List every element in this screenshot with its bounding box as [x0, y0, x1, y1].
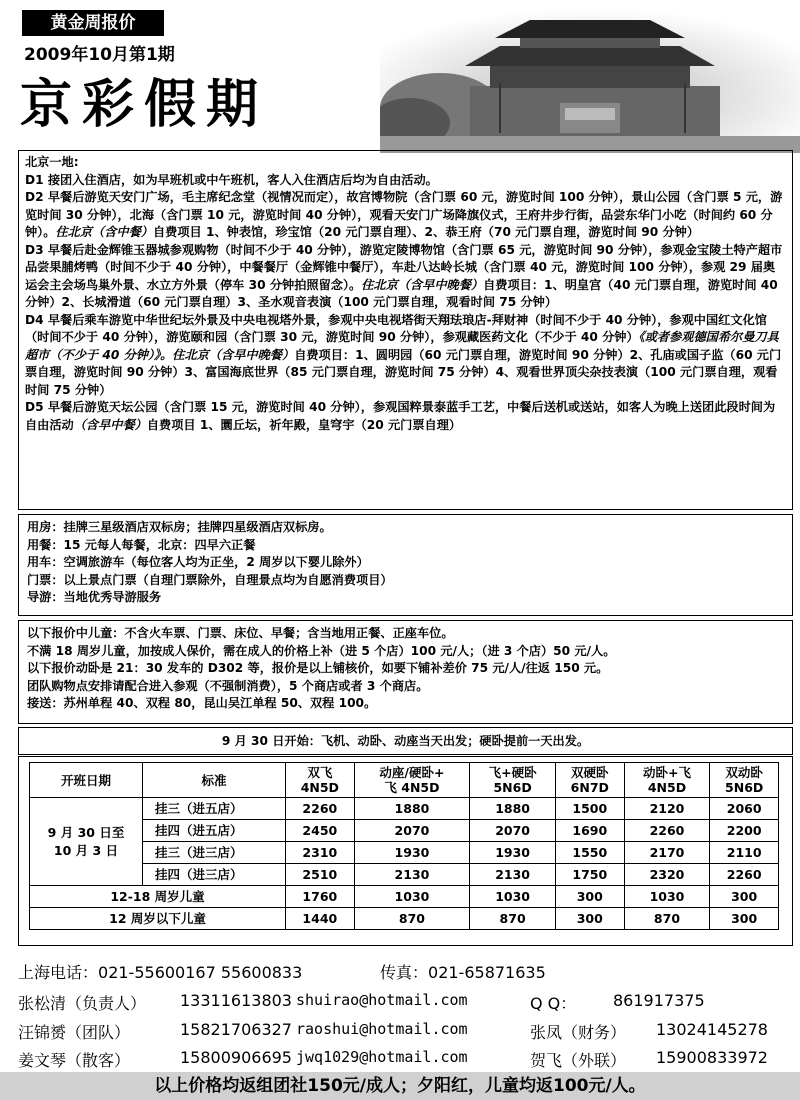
standard-cell: 挂三（进三店） [143, 842, 286, 864]
price-cell: 1030 [624, 886, 710, 908]
table-row [30, 820, 779, 842]
price-cell: 1930 [470, 842, 556, 864]
services-box [18, 514, 793, 616]
price-cell: 2510 [286, 864, 355, 886]
issue-date: 2009年10月第1期 [24, 45, 175, 65]
price-cell: 2120 [624, 798, 710, 820]
price-cell: 2260 [286, 798, 355, 820]
price-cell: 870 [354, 908, 470, 930]
fax-number: 021-65871635 [428, 963, 546, 982]
footer-note: 以上价格均返组团社150元/成人；夕阳红，儿童均返100元/人。 [0, 1072, 800, 1100]
table-header: 动座/硬卧+ 飞 4N5D [354, 763, 470, 798]
price-cell: 2170 [624, 842, 710, 864]
notes-box [18, 620, 793, 724]
price-cell: 300 [555, 886, 624, 908]
service-item: 用餐：15 元每人每餐，北京：四早六正餐 [27, 537, 256, 552]
price-cell: 1930 [354, 842, 470, 864]
table-header: 双硬卧 6N7D [555, 763, 624, 798]
price-cell: 1440 [286, 908, 355, 930]
child-category-cell: 12-18 周岁儿童 [30, 886, 286, 908]
price-cell: 1760 [286, 886, 355, 908]
contact-email[interactable]: shuirao@hotmail.com [296, 991, 468, 1009]
table-row [30, 842, 779, 864]
price-cell: 2310 [286, 842, 355, 864]
note-item: 接送：苏州单程 40、双程 80，昆山吴江单程 50、双程 100。 [27, 696, 377, 710]
contact-person-row [18, 991, 705, 1014]
itinerary-box [18, 150, 793, 510]
standard-cell: 挂四（进三店） [143, 864, 286, 886]
price-cell: 870 [470, 908, 556, 930]
price-cell: 2320 [624, 864, 710, 886]
note-item: 团队购物点安排请配合进入参观（不强制消费），5 个商店或者 3 个商店。 [27, 678, 429, 693]
itinerary-day4: D4 早餐后乘车游览中华世纪坛外景及中央电视塔外景，参观中央电视塔街天翔珐琅店-拜财神（时间不少于 40 分钟），参观中国红文化馆（时间不少于 40 分钟），游览颐和园（含门票 30 元，游览时间 90 分钟），参观藏医药文化（不少于 40 分钟）《或者参观德国希尔曼刀具超市（不少于 40 分钟）》。住北京（含早中晚餐）自费项目：1、圆明园（60 元门票自理，游览时间 90 分钟）2、孔庙或国子监（60 元门票自理，游览时间 90 分钟）3、富国海底世界（85 元门票自理，游览时间 75 分钟）4、观看世界顶尖杂技表演（100 元门票自理，观看时间 75 分钟） [25, 312, 782, 397]
itinerary-day5: D5 早餐后游览天坛公园（含门票 15 元，游览时间 40 分钟），参观国粹景泰蓝手工艺，中餐后送机或送站，如客人为晚上送团此段时间为自由活动（含早中餐）自费项目 1、圜丘坛，祈年殿，皇穹宇（20 元门票自理） [25, 400, 776, 432]
contact-other: 13024145278 [656, 1020, 768, 1039]
itinerary-day1: D1 接团入住酒店，如为早班机或中午班机，客人入住酒店后均为自由活动。 [25, 172, 438, 187]
contact-email[interactable]: raoshui@hotmail.com [296, 1020, 468, 1038]
service-item: 导游：当地优秀导游服务 [27, 590, 162, 604]
phone-label: 上海电话： [18, 963, 99, 982]
price-cell: 1880 [470, 798, 556, 820]
contact-other: 15900833972 [656, 1048, 768, 1067]
table-header: 双动卧 5N6D [710, 763, 779, 798]
price-cell: 2130 [354, 864, 470, 886]
price-cell: 2070 [470, 820, 556, 842]
price-cell: 2070 [354, 820, 470, 842]
price-cell: 870 [624, 908, 710, 930]
child-category-cell: 12 周岁以下儿童 [30, 908, 286, 930]
standard-cell: 挂三（进五店） [143, 798, 286, 820]
price-cell: 2110 [710, 842, 779, 864]
price-table-box [18, 756, 793, 946]
contact-name: 张松清（负责人） [18, 994, 147, 1013]
price-cell: 1030 [354, 886, 470, 908]
price-cell: 1880 [354, 798, 470, 820]
contact-other: 861917375 [613, 991, 705, 1010]
price-cell: 2200 [710, 820, 779, 842]
page-title: 京彩假期 [20, 74, 269, 135]
departure-note: 9 月 30 日开始：飞机、动卧、动座当天出发；硬卧提前一天出发。 [18, 727, 793, 755]
table-row [30, 864, 779, 886]
service-item: 用房：挂牌三星级酒店双标房；挂牌四星级酒店双标房。 [27, 520, 332, 534]
contact-email[interactable]: jwq1029@hotmail.com [296, 1048, 468, 1066]
price-cell: 2450 [286, 820, 355, 842]
table-row [30, 798, 779, 820]
note-item: 以下报价动卧是 21：30 发车的 D302 等，报价是以上铺核价，如要下铺补差价 75 元/人/往返 150 元。 [27, 661, 609, 675]
fax-label: 传真： [380, 963, 429, 982]
service-item: 门票：以上景点门票（自理门票除外，自理景点均为自愿消费项目） [27, 572, 393, 587]
price-cell: 1690 [555, 820, 624, 842]
price-cell: 1030 [470, 886, 556, 908]
table-row [30, 908, 779, 930]
price-cell: 1500 [555, 798, 624, 820]
header [0, 0, 800, 150]
tiananmen-image [380, 8, 800, 153]
contact-other-label: Q Q： [530, 994, 577, 1013]
contact-person-row [18, 1048, 768, 1071]
itinerary-day2: D2 早餐后游览天安门广场，毛主席纪念堂（视情况而定），故宫博物院（含门票 60 元，游览时间 100 分钟），景山公园（含门票 5 元，游览时间 30 分钟），北海（含门票 10 元，游览时间 40 分钟），观看天安门广场降旗仪式，王府井步行街，品尝东华门小吃（时间约 60 分钟）。住北京（含中餐）自费项目 1、钟表馆，珍宝馆（20 元门票自理）、2、恭王府（70 元门票自理，游览时间 90 分钟） [25, 190, 783, 239]
standard-cell: 挂四（进五店） [143, 820, 286, 842]
table-header-row [30, 763, 779, 798]
table-header: 开班日期 [30, 763, 143, 798]
note-item: 以下报价中儿童：不含火车票、门票、床位、早餐；含当地用正餐、正座车位。 [27, 626, 454, 640]
contact-name: 姜文琴（散客） [18, 1051, 131, 1070]
price-cell: 2260 [624, 820, 710, 842]
contact-tel: 13311613803 [180, 991, 292, 1010]
table-header: 双飞 4N5D [286, 763, 355, 798]
phone-number: 021-55600167 55600833 [98, 963, 303, 982]
price-cell: 300 [710, 886, 779, 908]
price-cell: 1550 [555, 842, 624, 864]
contact-name: 汪锦赟（团队） [18, 1023, 131, 1042]
price-cell: 2260 [710, 864, 779, 886]
note-item: 不满 18 周岁儿童，加按成人保价，需在成人的价格上补（进 5 个店）100 元/人；（进 3 个店）50 元/人。 [27, 643, 616, 658]
contact-tel: 15800906695 [180, 1048, 292, 1067]
price-cell: 2060 [710, 798, 779, 820]
price-cell: 300 [710, 908, 779, 930]
contact-phone-row [18, 960, 546, 983]
table-row [30, 886, 779, 908]
price-cell: 300 [555, 908, 624, 930]
date-range-cell: 9 月 30 日至 10 月 3 日 [30, 798, 143, 886]
table-header: 标准 [143, 763, 286, 798]
price-cell: 2130 [470, 864, 556, 886]
contact-other-label: 贺飞（外联） [530, 1051, 627, 1070]
table-header: 飞+硬卧 5N6D [470, 763, 556, 798]
contact-other-label: 张凤（财务） [530, 1023, 627, 1042]
contact-tel: 15821706327 [180, 1020, 292, 1039]
price-table [29, 762, 779, 930]
contact-person-row [18, 1020, 768, 1043]
itinerary-day3: D3 早餐后赴金辉锥玉器城参观购物（时间不少于 40 分钟），游览定陵博物馆（含门票 65 元，游览时间 90 分钟），参观金宝陵土特产超市品尝果脯烤鸭（时间不少于 40 分钟），中餐餐厅（金辉锥中餐厅），车赴八达岭长城（含门票 40 元，游览时间 100 分钟），参观 29 届奥运会主会场鸟巢外景、水立方外景（停车 30 分钟拍照留念）。住北京（含早中晚餐）自费项目：1、明皇宫（40 元门票自理，游览时间 40 分钟）2、长城滑道（60 元门票自理）3、圣水观音表演（100 元门票自理，观看时间 75 分钟） [25, 242, 783, 309]
service-item: 用车：空调旅游车（每位客人均为正坐，2 周岁以下婴儿除外） [27, 555, 369, 569]
price-cell: 1750 [555, 864, 624, 886]
table-header: 动卧+飞 4N5D [624, 763, 710, 798]
brand-label: 黄金周报价 [22, 10, 164, 36]
itinerary-region: 北京一地: [25, 155, 79, 169]
